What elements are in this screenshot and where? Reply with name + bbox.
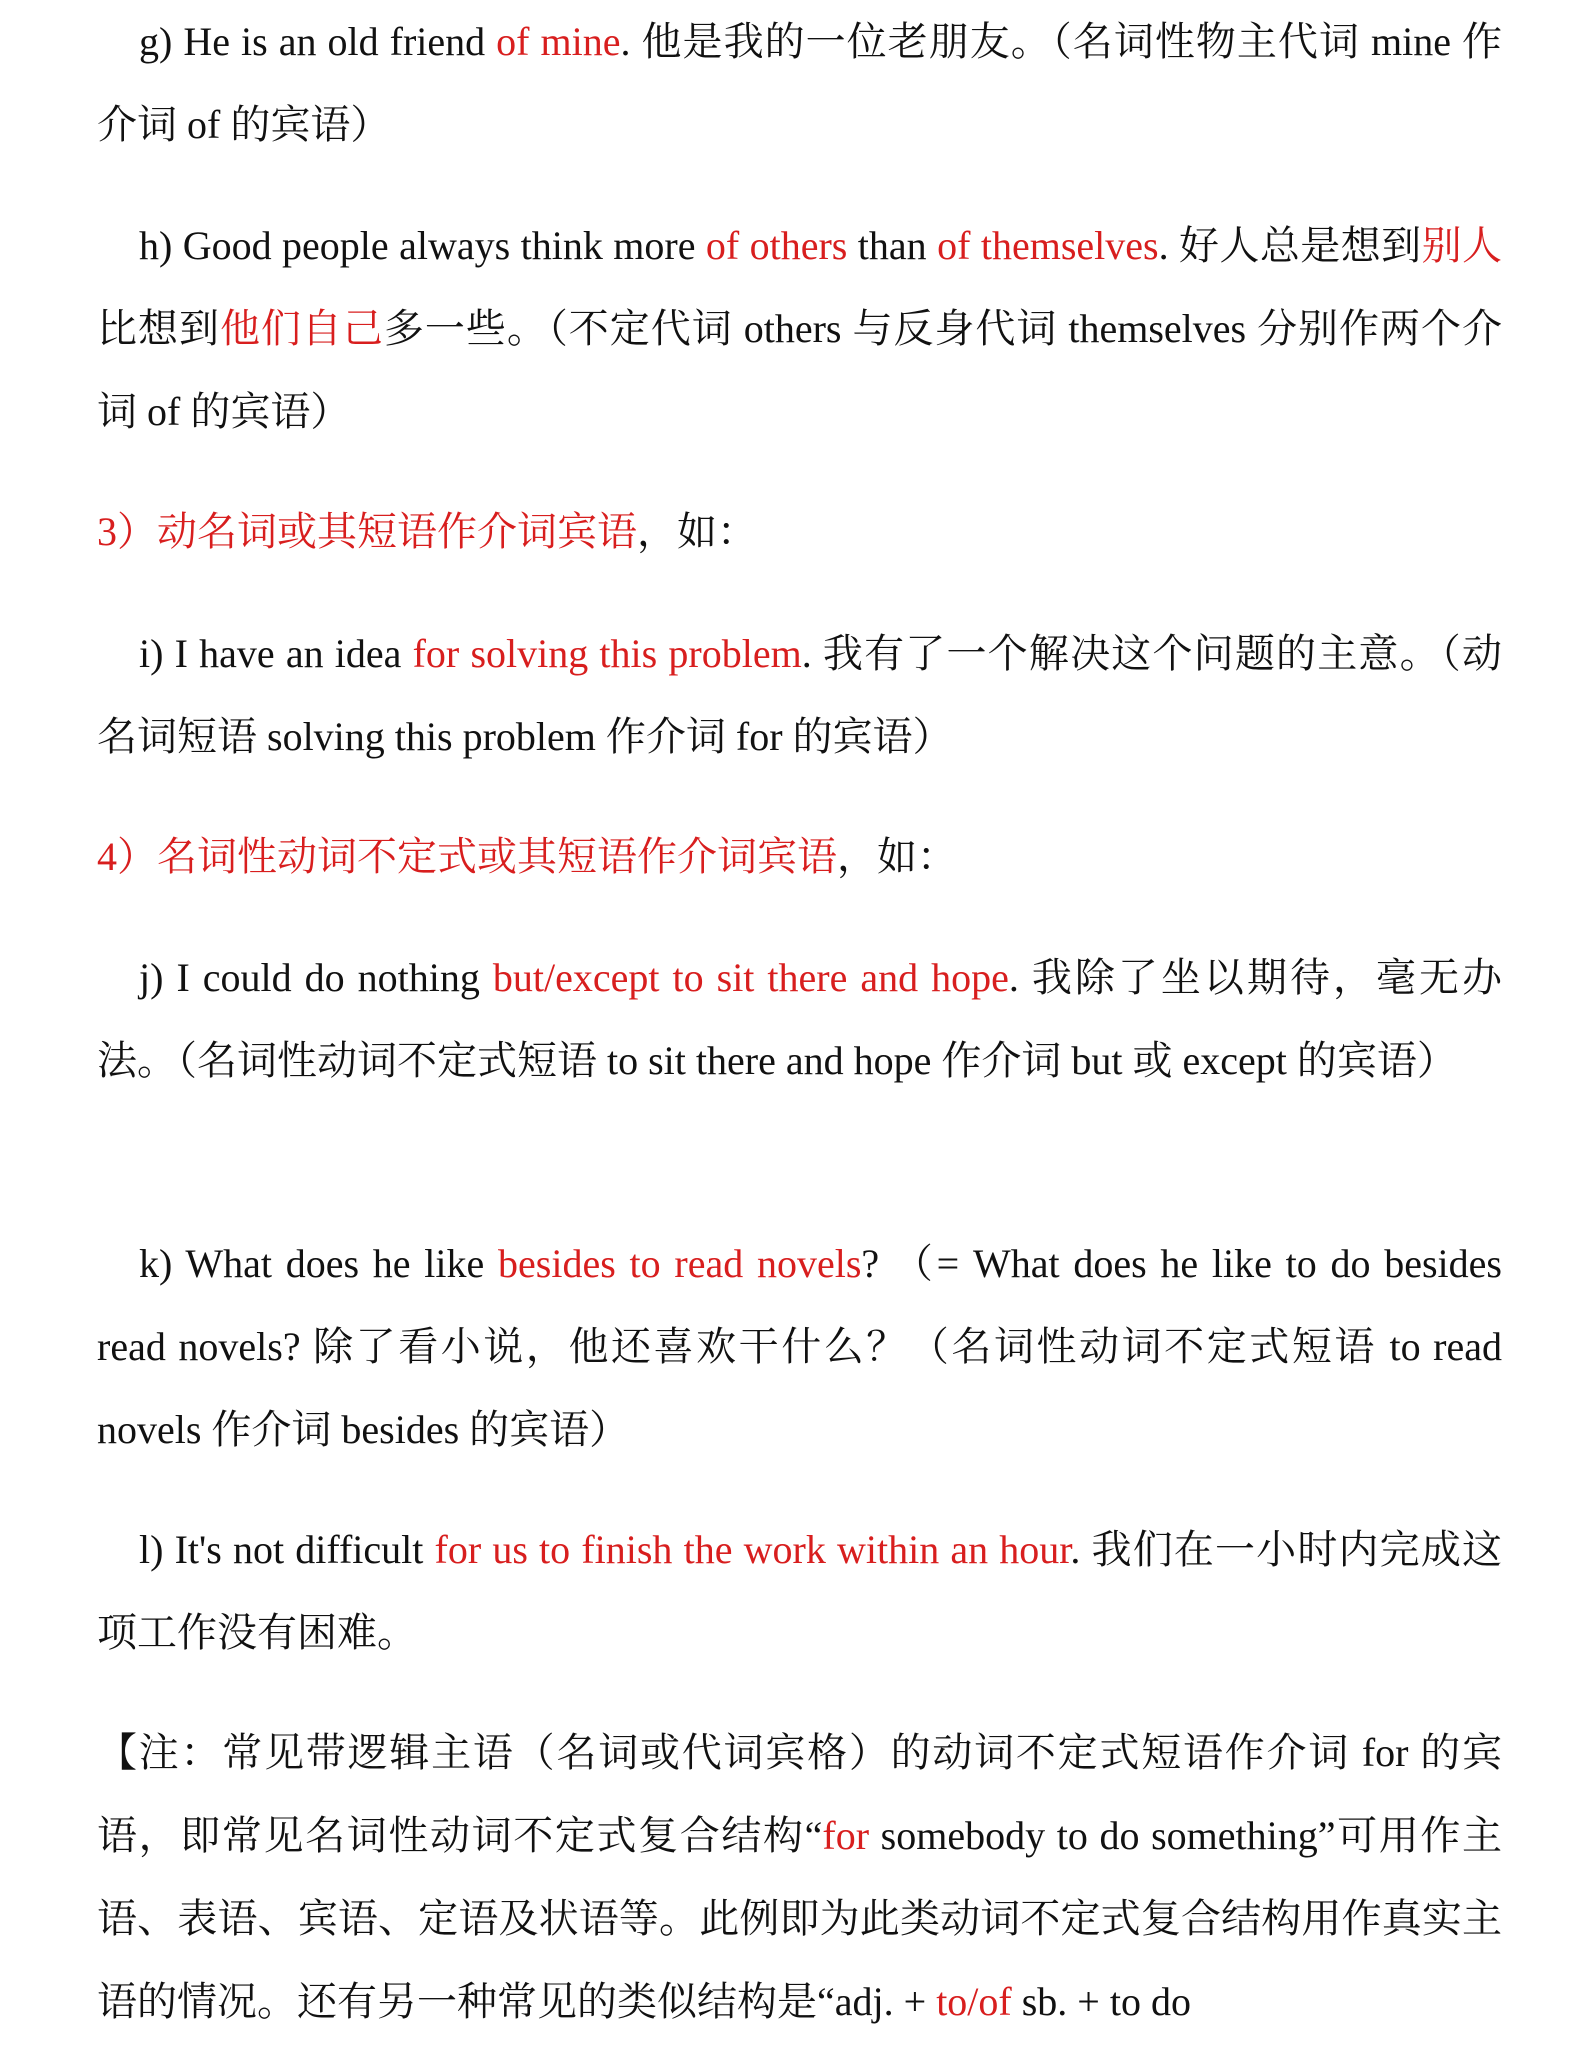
example-l-text-1: l) It's not difficult [139, 1527, 435, 1572]
note-text-1: 【注：常见带逻辑主语（名词或代词宾格）的动词不定式短语作介词 for 的宾语，即常见名词性动词不定式复合结构“ [97, 1730, 1502, 1858]
example-l [97, 1508, 1502, 1674]
example-h-highlight-4: 他们自己 [219, 306, 384, 351]
example-g-text-2: . 他是我的一位老朋友。（名词性物主代词 mine 作介词 of 的宾语） [97, 19, 1502, 147]
example-k-highlight: besides to read novels [498, 1241, 862, 1286]
section-heading-4 [97, 815, 1502, 898]
example-i-text-2: . 我有了一个解决这个问题的主意。（动名词短语 solving this problem 作介词 for 的宾语） [97, 631, 1503, 759]
example-h-text-3: . 好人总是想到 [1158, 223, 1422, 268]
example-k-text-1: k) What does he like [139, 1241, 499, 1286]
example-h [97, 204, 1502, 453]
example-j [97, 936, 1502, 1102]
example-l-text-2: . 我们在一小时内完成这项工作没有困难。 [97, 1527, 1502, 1655]
example-h-text-1: h) Good people always think more [139, 223, 706, 268]
note-text-2: somebody to do something”可用作主语、表语、宾语、定语及状语等。此例即为此类动词不定式复合结构用作真实主语的情况。还有另一种常见的类似结构是“adj. + [97, 1813, 1502, 2024]
example-j-text-2: . 我除了坐以期待，毫无办法。（名词性动词不定式短语 to sit there and hope 作介词 but 或 except 的宾语） [97, 955, 1502, 1083]
example-j-highlight: but/except to sit there and hope [492, 955, 1009, 1000]
section-heading-3-title: 3）动名词或其短语作介词宾语 [97, 509, 637, 554]
example-h-text-5: 多一些。（不定代词 others 与反身代词 themselves 分别作两个介词 of 的宾语） [97, 306, 1502, 434]
section-heading-3-suffix: ，如： [637, 509, 757, 554]
note-paragraph [97, 1711, 1502, 2043]
example-k-text-2: ? （= What does he like to do besides read novels? 除了看小说，他还喜欢干什么？（名词性动词不定式短语 to read novels 作介词 besides 的宾语） [97, 1241, 1502, 1452]
note-text-3: sb. + to do [1011, 1979, 1191, 2024]
example-i-text-1: i) I have an idea [139, 631, 413, 676]
example-h-highlight-2: of themselves [937, 223, 1159, 268]
example-i-highlight: for solving this problem [412, 631, 802, 676]
section-heading-4-suffix: ，如： [837, 834, 957, 879]
example-g [97, 0, 1502, 166]
example-l-highlight: for us to finish the work within an hour [434, 1527, 1071, 1572]
example-h-text-2: than [847, 223, 938, 268]
example-h-text-4: 比想到 [97, 306, 220, 351]
note-highlight-1: for [822, 1813, 870, 1858]
section-heading-3 [97, 490, 1502, 573]
example-h-highlight-3: 别人 [1421, 223, 1502, 268]
note-highlight-2: to/of [936, 1979, 1012, 2024]
example-k [97, 1222, 1502, 1471]
section-heading-4-title: 4）名词性动词不定式或其短语作介词宾语 [97, 834, 837, 879]
example-i [97, 612, 1502, 778]
example-j-text-1: j) I could do nothing [139, 955, 493, 1000]
example-g-text-1: g) He is an old friend [139, 19, 497, 64]
example-h-highlight-1: of others [705, 223, 848, 268]
example-g-highlight: of mine [496, 19, 621, 64]
